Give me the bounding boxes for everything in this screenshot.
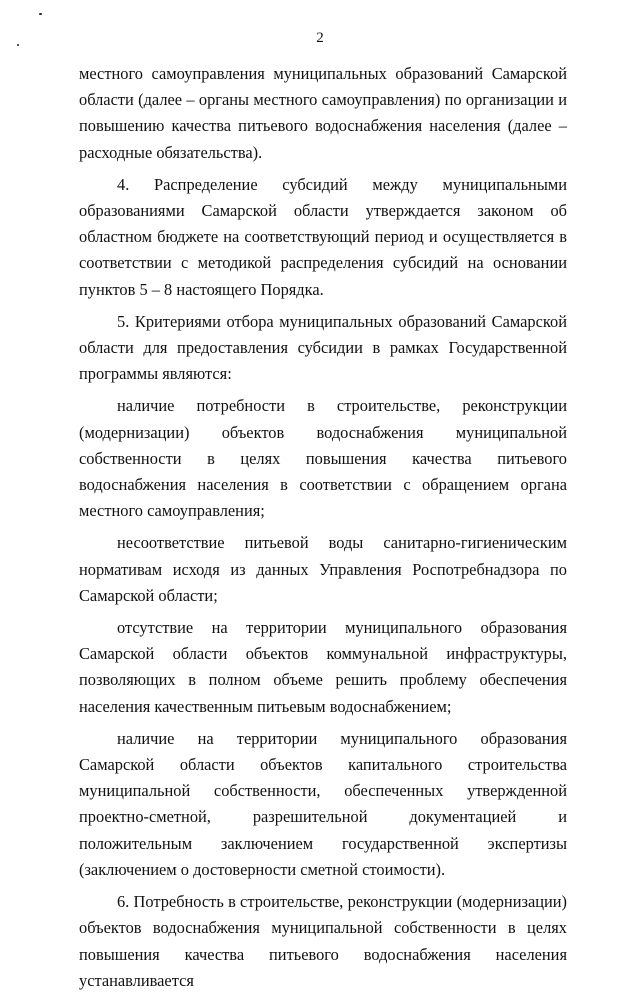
criterion-lack-of-infrastructure: отсутствие на территории муниципального образования Самарской области объектов коммунальной инфраструктуры, позволяющих в полном объеме решить проблему обеспечения населения качественным питьевым водоснабжением; bbox=[79, 618, 567, 716]
paragraph-item-4: 4. Распределение субсидий между муниципальными образованиями Самарской области утверждается законом об областном бюджете на соответствующий период и осуществляется в соответствии с методикой распределения субсидий на основании пунктов 5 – 8 настоящего Порядка. bbox=[79, 174, 567, 299]
criterion-water-nonconformity: несоответствие питьевой воды санитарно-гигиеническим нормативам исходя из данных Управления Роспотребнадзора по Самарской области; bbox=[79, 533, 567, 605]
criterion-capital-construction: наличие на территории муниципального образования Самарской области объектов капитального строительства муниципальной собственности, обеспеченных утвержденной проектно-сметной, разрешительной документацией и положительным заключением государственной экспертизы (заключением о достоверности сметной стоимости). bbox=[79, 728, 567, 879]
paragraph-item-5: 5. Критериями отбора муниципальных образований Самарской области для предоставления субсидии в рамках Государственной программы являются: bbox=[79, 311, 567, 384]
document-body bbox=[79, 61, 567, 1000]
criterion-need-construction: наличие потребности в строительстве, реконструкции (модернизации) объектов водоснабжения муниципальной собственности в целях повышения качества питьевого водоснабжения населения в соответствии с обращением органа местного самоуправления; bbox=[79, 396, 567, 521]
paragraph-item-6: 6. Потребность в строительстве, реконструкции (модернизации) объектов водоснабжения муниципальной собственности в целях повышения качества питьевого водоснабжения населения устанавливается bbox=[79, 892, 567, 990]
scan-speck bbox=[39, 13, 42, 15]
paragraph-continuation: местного самоуправления муниципальных образований Самарской области (далее – органы местного самоуправления) по организации и повышению качества питьевого водоснабжения населения (далее – расходные обязательства). bbox=[79, 64, 567, 162]
page-number: 2 bbox=[316, 30, 324, 46]
